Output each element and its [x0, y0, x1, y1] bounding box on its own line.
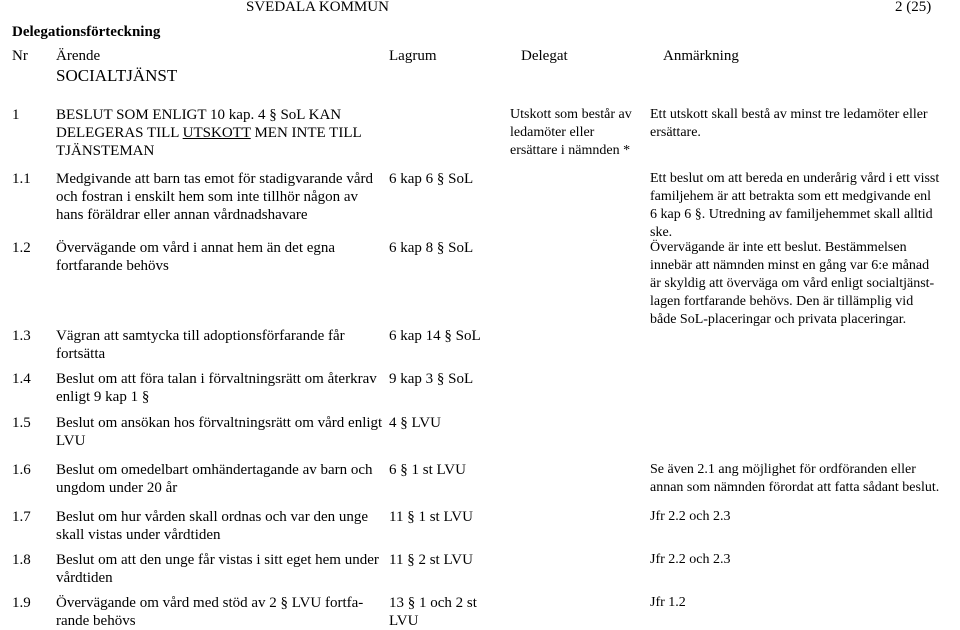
row-arende-line: skall vistas under vårdtiden	[56, 527, 221, 543]
row-arende-line: Beslut om omedelbart omhändertagande av barn och	[56, 462, 373, 478]
row-number: 1.7	[12, 509, 31, 525]
row-note-line: ske.	[650, 225, 673, 240]
group-title-underlined: UTSKOTT	[182, 125, 251, 141]
row-arende-line: Beslut om att den unge får vistas i sitt eget hem under	[56, 552, 379, 568]
row-number: 1.4	[12, 371, 31, 387]
organization-name: SVEDALA KOMMUN	[246, 0, 389, 15]
row-number: 1.2	[12, 240, 31, 256]
row-lagrum-line: 6 kap 14 § SoL	[389, 328, 481, 344]
group-nr: 1	[12, 107, 20, 123]
row-note-line: både SoL-placeringar och privata placeringar.	[650, 312, 907, 327]
row-arende-line: enligt 9 kap 1 §	[56, 389, 150, 405]
row-lagrum-line: 13 § 1 och 2 st	[389, 595, 477, 611]
group-title-line-3: TJÄNSTEMAN	[56, 143, 155, 159]
group-title-text: MEN INTE TILL	[250, 125, 362, 141]
group-delegat-line-3: ersättare i nämnden *	[510, 143, 631, 158]
row-note-line: Jfr 2.2 och 2.3	[650, 509, 731, 524]
row-number: 1.3	[12, 328, 31, 344]
row-arende-line: Övervägande om vård i annat hem än det egna	[56, 240, 336, 256]
row-arende-line: rande behövs	[56, 613, 136, 629]
group-title-text: DELEGERAS TILL	[56, 125, 183, 141]
row-note-line: annan som nämnden förordat att fatta sådant beslut.	[650, 480, 940, 495]
row-lagrum-line: 6 kap 6 § SoL	[389, 171, 474, 187]
row-number: 1.5	[12, 415, 31, 431]
column-header-lagrum: Lagrum	[389, 48, 437, 64]
row-arende-line: ungdom under 20 år	[56, 480, 178, 496]
row-note-line: innebär att nämnden minst en gång var 6:e månad	[650, 258, 930, 273]
row-lagrum-line: 9 kap 3 § SoL	[389, 371, 474, 387]
group-delegat-line-2: ledamöter eller	[510, 125, 595, 140]
row-note-line: familjehem är att betrakta som ett medgivande enl	[650, 189, 932, 204]
row-lagrum-line: LVU	[389, 613, 419, 629]
row-arende-line: Övervägande om vård med stöd av 2 § LVU fortfa-	[56, 595, 364, 611]
column-header-arende: Ärende	[56, 48, 101, 64]
row-lagrum-line: 4 § LVU	[389, 415, 441, 431]
row-arende-line: Beslut om att föra talan i förvaltningsrätt om återkrav	[56, 371, 377, 387]
row-arende-line: fortsätta	[56, 346, 106, 362]
group-title-line-1: BESLUT SOM ENLIGT 10 kap. 4 § SoL KAN	[56, 107, 342, 123]
page-number: 2 (25)	[895, 0, 932, 15]
row-arende-line: Beslut om hur vården skall ordnas och var den unge	[56, 509, 369, 525]
row-arende-line: hans föräldrar eller annan vårdnadshavare	[56, 207, 308, 223]
column-header-delegat: Delegat	[521, 48, 568, 64]
row-arende-line: Vägran att samtycka till adoptionsförfarande får	[56, 328, 345, 344]
row-arende-line: LVU	[56, 433, 86, 449]
row-arende-line: Beslut om ansökan hos förvaltningsrätt om vård enligt	[56, 415, 383, 431]
row-arende-line: fortfarande behövs	[56, 258, 169, 274]
row-arende-line: och fostran i enskilt hem som inte tillhör någon av	[56, 189, 359, 205]
group-note-line-2: ersättare.	[650, 125, 701, 140]
row-note-line: är skyldig att överväga om vård enligt socialtjänst-	[650, 276, 935, 291]
group-delegat-line-1: Utskott som består av	[510, 107, 632, 122]
row-arende-line: vårdtiden	[56, 570, 113, 586]
column-header-nr: Nr	[12, 48, 28, 64]
row-note-line: Jfr 1.2	[650, 595, 686, 610]
group-title-line-2	[56, 124, 362, 142]
row-number: 1.1	[12, 171, 31, 187]
row-lagrum-line: 6 kap 8 § SoL	[389, 240, 474, 256]
row-number: 1.8	[12, 552, 31, 568]
column-header-anmarkning: Anmärkning	[663, 48, 739, 64]
group-note-line-1: Ett utskott skall bestå av minst tre ledamöter eller	[650, 107, 928, 122]
row-lagrum-line: 6 § 1 st LVU	[389, 462, 466, 478]
row-note-line: Övervägande är inte ett beslut. Bestämmelsen	[650, 240, 907, 255]
row-note-line: 6 kap 6 §. Utredning av familjehemmet skall alltid	[650, 207, 933, 222]
row-note-line: lagen fortfarande behövs. Den är tillämplig vid	[650, 294, 914, 309]
section-title: SOCIALTJÄNST	[56, 66, 178, 85]
row-note-line: Jfr 2.2 och 2.3	[650, 552, 731, 567]
row-lagrum-line: 11 § 2 st LVU	[389, 552, 473, 568]
row-number: 1.6	[12, 462, 31, 478]
row-arende-line: Medgivande att barn tas emot för stadigvarande vård	[56, 171, 373, 187]
row-lagrum-line: 11 § 1 st LVU	[389, 509, 473, 525]
row-number: 1.9	[12, 595, 31, 611]
row-note-line: Ett beslut om att bereda en underårig vård i ett visst	[650, 171, 940, 186]
row-note-line: Se även 2.1 ang möjlighet för ordföranden eller	[650, 462, 916, 477]
document-title: Delegationsförteckning	[12, 24, 161, 40]
